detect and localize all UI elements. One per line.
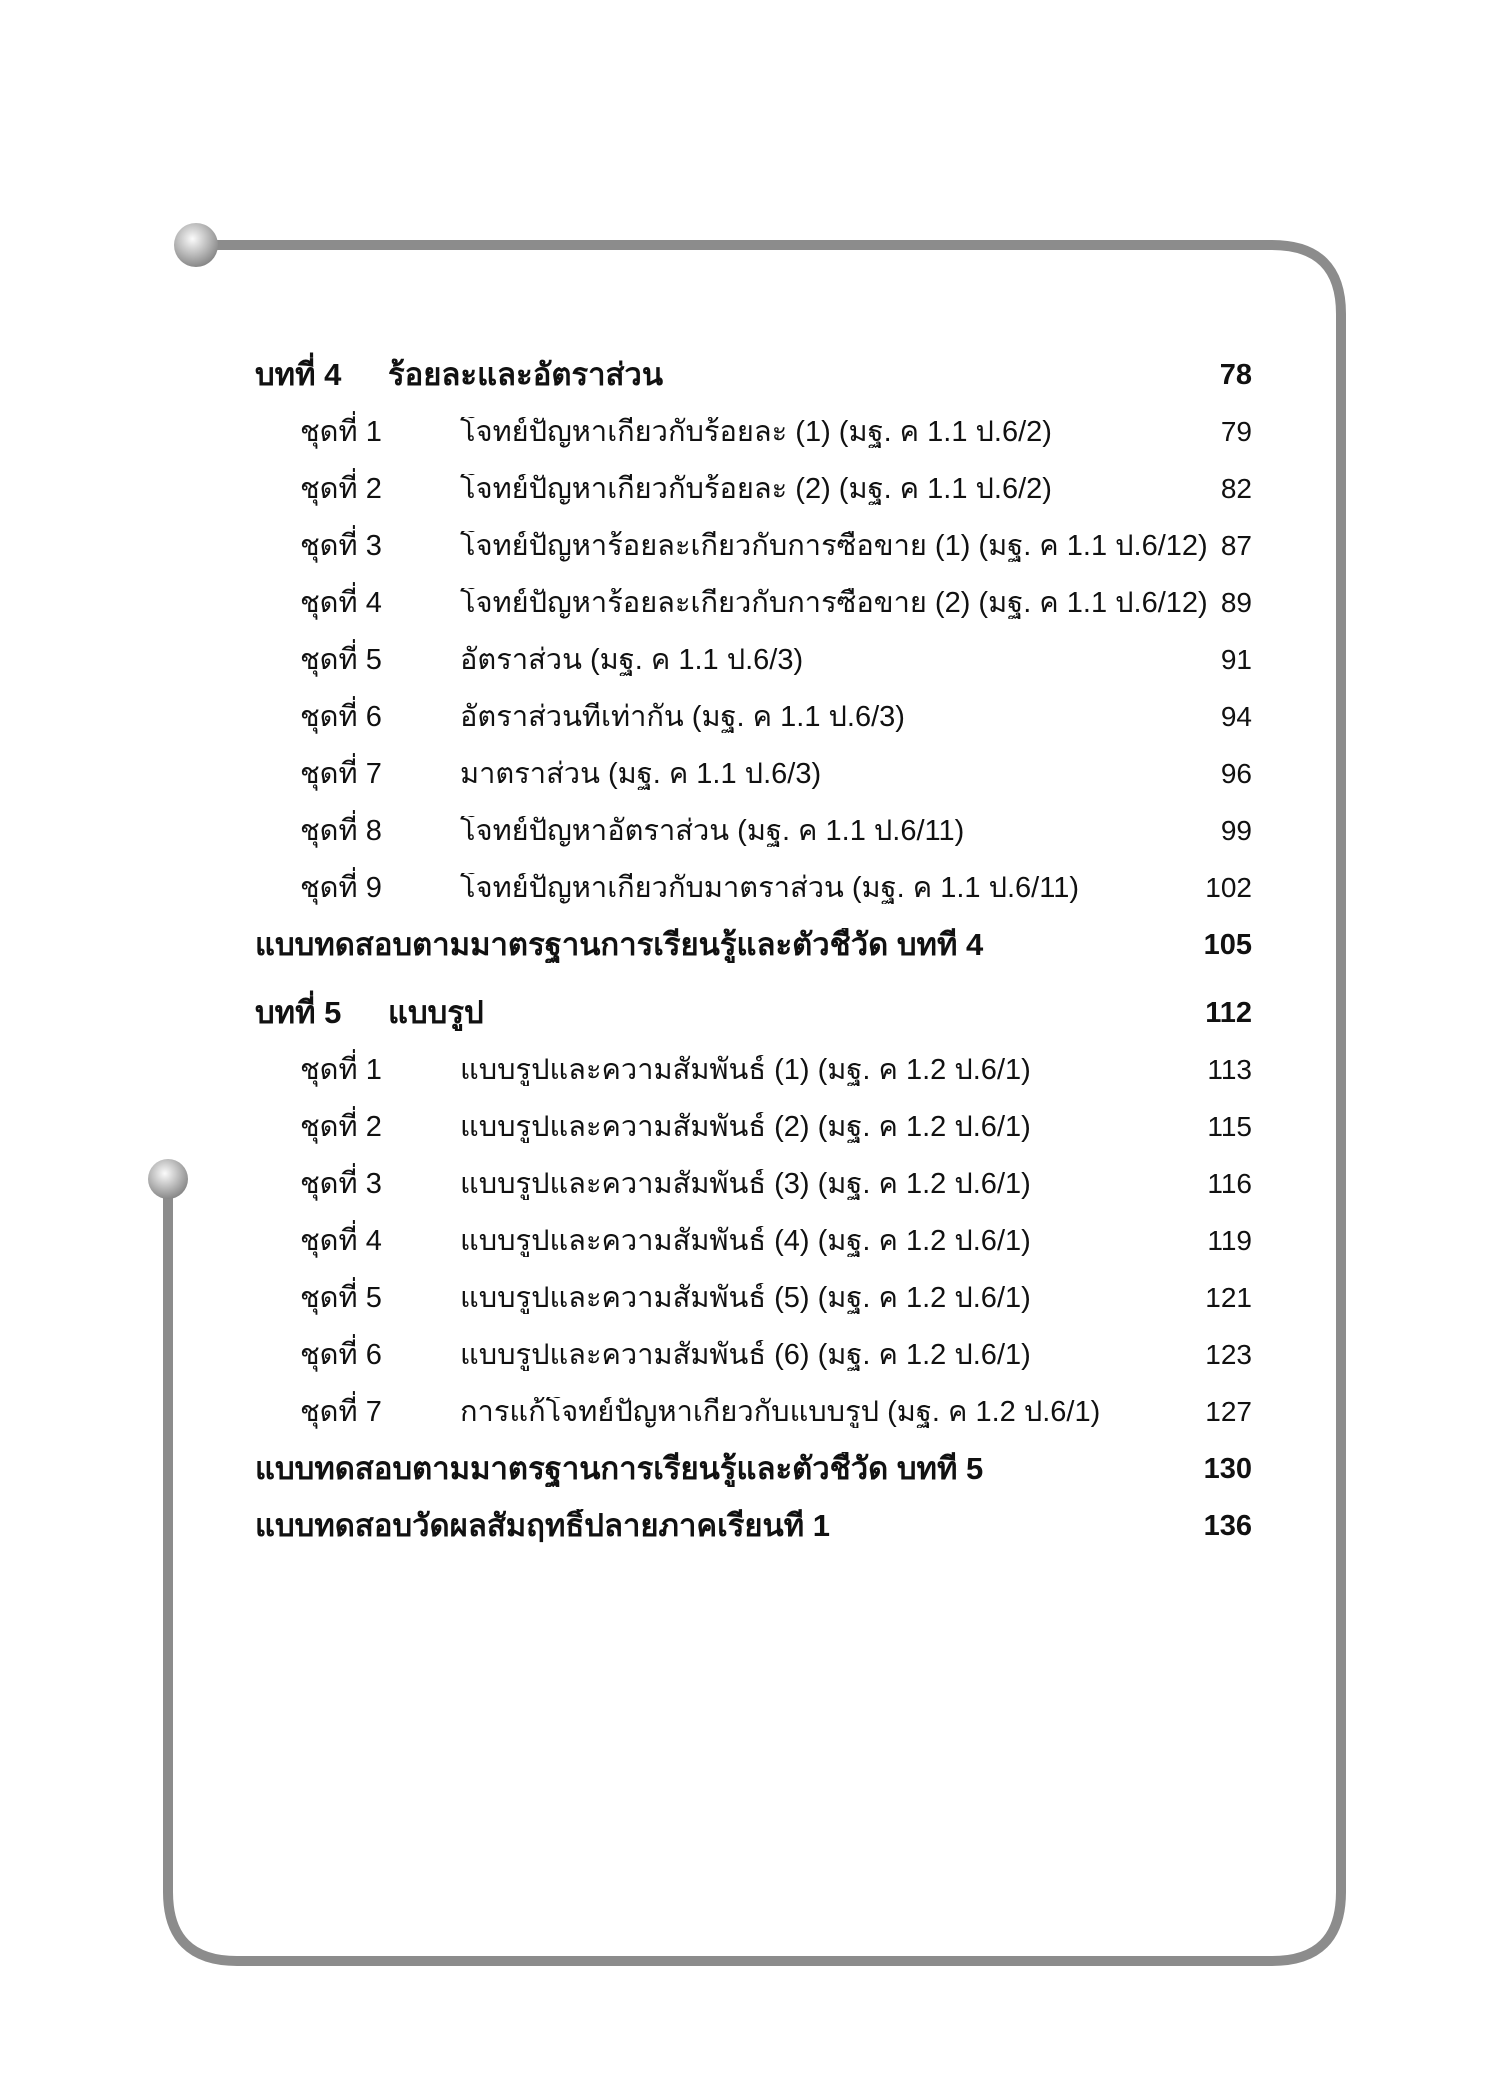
toc-entry-title: แบบทดสอบตามมาตรฐานการเรียนรู้และตัวชี้วัด บทที่ 4 — [255, 928, 984, 963]
toc-item-row — [255, 1099, 1252, 1156]
toc-entry-title: โจทย์ปัญหาร้อยละเกี่ยวกับการซื้อขาย (1) (มฐ. ค 1.1 ป.6/12) — [460, 530, 1208, 562]
toc-item-row — [255, 689, 1252, 746]
toc-item-row — [255, 1270, 1252, 1327]
toc-entry-title: แบบทดสอบตามมาตรฐานการเรียนรู้และตัวชี้วัด บทที่ 5 — [255, 1452, 984, 1487]
toc-item-row — [255, 746, 1252, 803]
toc-section-row — [255, 1498, 1252, 1555]
toc-entry-number: ชุดที่ 6 — [300, 700, 382, 733]
toc-entry-title: โจทย์ปัญหาร้อยละเกี่ยวกับการซื้อขาย (2) (มฐ. ค 1.1 ป.6/12) — [460, 587, 1208, 619]
toc-entry-title: โจทย์ปัญหาเกี่ยวกับร้อยละ (2) (มฐ. ค 1.1 ป.6/2) — [460, 473, 1052, 505]
toc-item-row — [255, 404, 1252, 461]
toc-entry-title: แบบรูป — [388, 996, 484, 1031]
toc-entry-number: ชุดที่ 8 — [300, 814, 382, 847]
toc-entry-page-number: 113 — [1207, 1054, 1252, 1086]
toc-entry-page-number: 79 — [1220, 416, 1252, 448]
toc-entry-number: ชุดที่ 7 — [300, 1395, 382, 1428]
toc-entry-title: โจทย์ปัญหาเกี่ยวกับมาตราส่วน (มฐ. ค 1.1 ป.6/11) — [460, 872, 1079, 904]
toc-entry-number: ชุดที่ 5 — [300, 1281, 382, 1314]
toc-entry-title: แบบทดสอบวัดผลสัมฤทธิ์ปลายภาคเรียนที่ 1 — [255, 1509, 831, 1544]
toc-entry-page-number: 112 — [1205, 996, 1252, 1029]
toc-entry-number: ชุดที่ 1 — [300, 1053, 382, 1086]
toc-item-row — [255, 461, 1252, 518]
toc-entry-number: ชุดที่ 3 — [300, 1167, 382, 1200]
toc-entry-number: บทที่ 5 — [255, 995, 342, 1031]
toc-entry-title: โจทย์ปัญหาอัตราส่วน (มฐ. ค 1.1 ป.6/11) — [460, 815, 965, 847]
toc-chapter-row — [255, 985, 1252, 1042]
toc-entry-number: ชุดที่ 2 — [300, 1110, 382, 1143]
toc-entry-page-number: 82 — [1220, 473, 1252, 505]
toc-entry-page-number: 105 — [1203, 928, 1252, 961]
toc-entry-title: มาตราส่วน (มฐ. ค 1.1 ป.6/3) — [460, 758, 822, 790]
toc-entry-title: แบบรูปและความสัมพันธ์ (5) (มฐ. ค 1.2 ป.6/1) — [460, 1282, 1031, 1314]
toc-item-row — [255, 1213, 1252, 1270]
toc-entry-title: การแก้โจทย์ปัญหาเกี่ยวกับแบบรูป (มฐ. ค 1.2 ป.6/1) — [460, 1396, 1101, 1428]
toc-item-row — [255, 1384, 1252, 1441]
toc-entry-page-number: 119 — [1207, 1225, 1252, 1257]
toc-entry-page-number: 99 — [1220, 815, 1252, 847]
toc-entry-title: แบบรูปและความสัมพันธ์ (1) (มฐ. ค 1.2 ป.6/1) — [460, 1054, 1031, 1086]
toc-entry-title: อัตราส่วน (มฐ. ค 1.1 ป.6/3) — [460, 644, 804, 676]
toc-entry-title: แบบรูปและความสัมพันธ์ (6) (มฐ. ค 1.2 ป.6/1) — [460, 1339, 1031, 1371]
toc-entry-page-number: 89 — [1220, 587, 1252, 619]
toc-entry-number: ชุดที่ 4 — [300, 586, 382, 619]
toc-entry-page-number: 91 — [1220, 644, 1252, 676]
frame-ball-top-icon — [174, 223, 218, 267]
toc-item-row — [255, 860, 1252, 917]
toc-entry-title: แบบรูปและความสัมพันธ์ (2) (มฐ. ค 1.2 ป.6/1) — [460, 1111, 1031, 1143]
toc-item-row — [255, 518, 1252, 575]
toc-item-row — [255, 575, 1252, 632]
toc-entry-number: ชุดที่ 7 — [300, 757, 382, 790]
toc-entry-title: ร้อยละและอัตราส่วน — [388, 358, 664, 393]
toc-entry-number: ชุดที่ 1 — [300, 415, 382, 448]
toc-entry-page-number: 130 — [1203, 1452, 1252, 1485]
toc-entry-page-number: 127 — [1205, 1396, 1252, 1428]
toc-section-row — [255, 1441, 1252, 1498]
toc-entry-title: แบบรูปและความสัมพันธ์ (4) (มฐ. ค 1.2 ป.6/1) — [460, 1225, 1031, 1257]
toc-entry-page-number: 78 — [1219, 358, 1252, 391]
toc-item-row — [255, 632, 1252, 689]
toc-entry-number: ชุดที่ 6 — [300, 1338, 382, 1371]
toc-entry-number: บทที่ 4 — [255, 357, 342, 393]
toc-entry-title: โจทย์ปัญหาเกี่ยวกับร้อยละ (1) (มฐ. ค 1.1 ป.6/2) — [460, 416, 1052, 448]
toc-entry-number: ชุดที่ 3 — [300, 529, 382, 562]
toc-entry-number: ชุดที่ 5 — [300, 643, 382, 676]
toc-entry-number: ชุดที่ 9 — [300, 871, 382, 904]
toc-item-row — [255, 1042, 1252, 1099]
toc-entry-number: ชุดที่ 4 — [300, 1224, 382, 1257]
toc-chapter-row — [255, 347, 1252, 404]
toc-entry-page-number: 96 — [1220, 758, 1252, 790]
toc-entry-number: ชุดที่ 2 — [300, 472, 382, 505]
toc-entry-page-number: 115 — [1207, 1111, 1252, 1143]
toc-entry-page-number: 136 — [1203, 1509, 1252, 1542]
toc-entry-page-number: 102 — [1205, 872, 1252, 904]
toc-entry-title: แบบรูปและความสัมพันธ์ (3) (มฐ. ค 1.2 ป.6/1) — [460, 1168, 1031, 1200]
toc-entry-page-number: 94 — [1220, 701, 1252, 733]
frame-ball-left-icon — [148, 1159, 188, 1199]
toc-entry-page-number: 121 — [1205, 1282, 1252, 1314]
table-of-contents — [255, 347, 1252, 1555]
toc-entry-page-number: 123 — [1205, 1339, 1252, 1371]
toc-entry-title: อัตราส่วนที่เท่ากัน (มฐ. ค 1.1 ป.6/3) — [460, 701, 905, 733]
toc-item-row — [255, 1327, 1252, 1384]
toc-section-row — [255, 917, 1252, 974]
toc-entry-page-number: 116 — [1207, 1168, 1252, 1200]
toc-item-row — [255, 1156, 1252, 1213]
toc-entry-page-number: 87 — [1220, 530, 1252, 562]
toc-item-row — [255, 803, 1252, 860]
